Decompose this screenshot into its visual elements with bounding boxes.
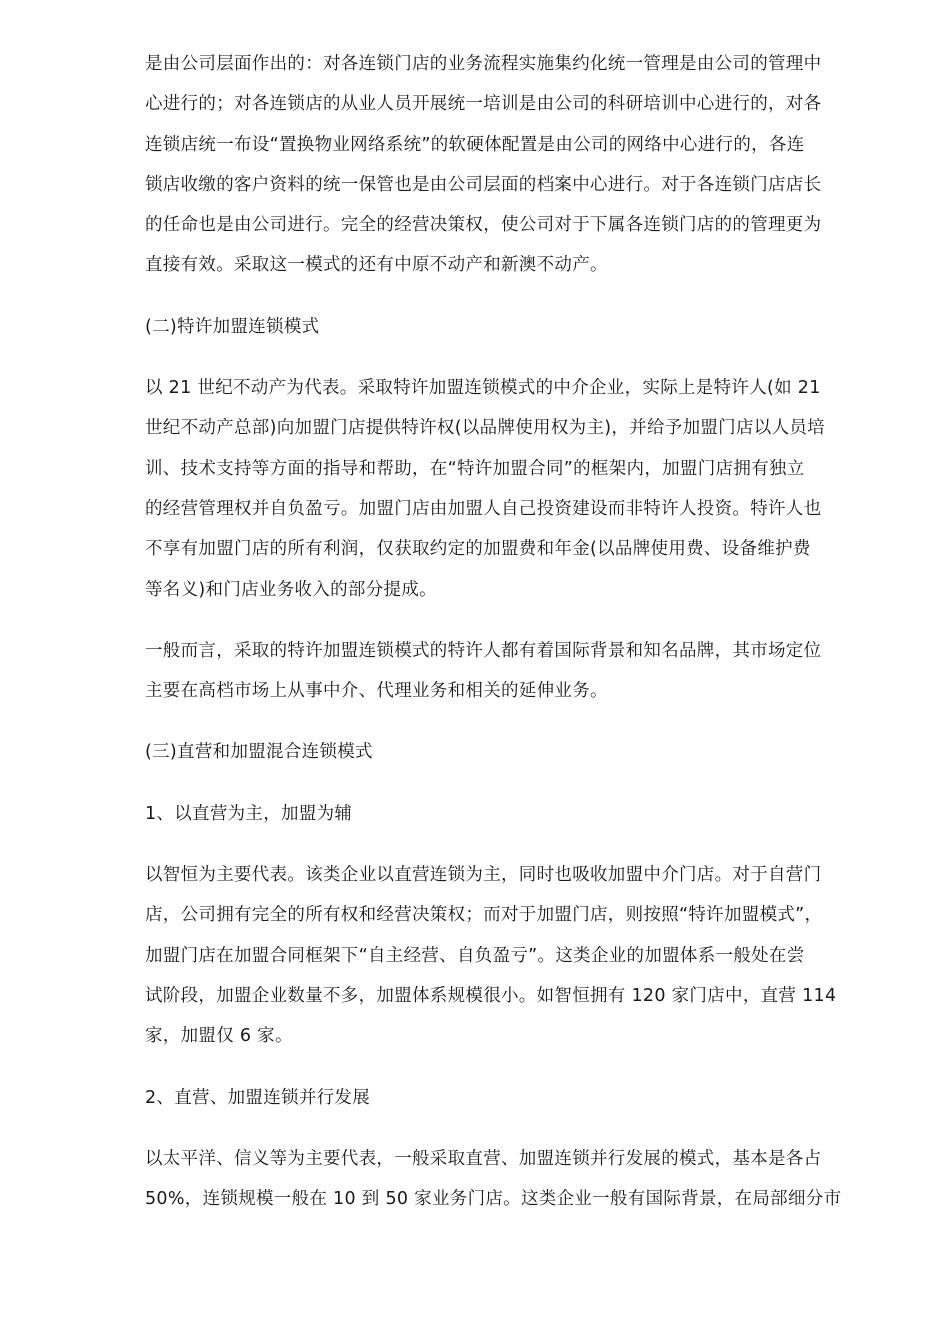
document-page xyxy=(145,44,877,1219)
text-line: 心进行的；对各连锁店的从业人员开展统一培训是由公司的科研培训中心进行的，对各 xyxy=(145,94,822,115)
paragraph-franchise xyxy=(145,368,877,610)
text-line: 直接有效。采取这一模式的还有中原不动产和新澳不动产。 xyxy=(145,255,608,276)
text-line: 家，加盟仅 6 家。 xyxy=(145,1026,293,1047)
heading-text: (二)特许加盟连锁模式 xyxy=(145,316,320,337)
subheading-direct-primary xyxy=(145,794,877,834)
text-line: 训、技术支持等方面的指导和帮助，在“特许加盟合同”的框架内，加盟门店拥有独立 xyxy=(145,458,805,479)
paragraph-franchise-positioning xyxy=(145,631,877,712)
paragraph-pacific xyxy=(145,1139,877,1220)
text-line: 加盟门店在加盟合同框架下“自主经营、自负盈亏”。这类企业的加盟体系一般处在尝 xyxy=(145,945,805,966)
text-line: 世纪不动产总部)向加盟门店提供特许权(以品牌使用权为主)，并给予加盟门店以人员培 xyxy=(145,418,825,439)
text-line: 锁店收缴的客户资料的统一保管也是由公司层面的档案中心进行。对于各连锁门店店长 xyxy=(145,174,822,195)
text-line: 主要在高档市场上从事中介、代理业务和相关的延伸业务。 xyxy=(145,681,608,702)
text-line: 50%，连锁规模一般在 10 到 50 家业务门店。这类企业一般有国际背景，在局部细分市 xyxy=(145,1189,842,1210)
text-line: 是由公司层面作出的：对各连锁门店的业务流程实施集约化统一管理是由公司的管理中 xyxy=(145,54,822,74)
text-line: 连锁店统一布设“置换物业网络系统”的软硬体配置是由公司的网络中心进行的，各连 xyxy=(145,134,805,155)
text-line: 以太平洋、信义等为主要代表，一般采取直营、加盟连锁并行发展的模式，基本是各占 xyxy=(145,1148,822,1169)
heading-text: 1、以直营为主，加盟为辅 xyxy=(145,803,353,824)
text-line: 试阶段，加盟企业数量不多，加盟体系规模很小。如智恒拥有 120 家门店中，直营 114 xyxy=(145,985,837,1006)
subheading-parallel xyxy=(145,1078,877,1118)
section-heading-mixed xyxy=(145,732,877,772)
text-line: 店，公司拥有完全的所有权和经营决策权；而对于加盟门店，则按照“特许加盟模式”， xyxy=(145,905,823,926)
heading-text: 2、直营、加盟连锁并行发展 xyxy=(145,1087,371,1108)
heading-text: (三)直营和加盟混合连锁模式 xyxy=(145,742,373,763)
text-line: 等名义)和门店业务收入的部分提成。 xyxy=(145,579,437,600)
paragraph-direct-management xyxy=(145,44,877,286)
text-line: 以智恒为主要代表。该类企业以直营连锁为主，同时也吸收加盟中介门店。对于自营门 xyxy=(145,865,822,886)
text-line: 一般而言，采取的特许加盟连锁模式的特许人都有着国际背景和知名品牌，其市场定位 xyxy=(145,640,822,661)
text-line: 不享有加盟门店的所有利润，仅获取约定的加盟费和年金(以品牌使用费、设备维护费 xyxy=(145,539,811,560)
paragraph-zhiheng xyxy=(145,855,877,1056)
section-heading-franchise xyxy=(145,307,877,347)
text-line: 的经营管理权并自负盈亏。加盟门店由加盟人自己投资建设而非特许人投资。特许人也 xyxy=(145,498,822,519)
text-line: 以 21 世纪不动产为代表。采取特许加盟连锁模式的中介企业，实际上是特许人(如 21 xyxy=(145,378,821,399)
text-line: 的任命也是由公司进行。完全的经营决策权，使公司对于下属各连锁门店的的管理更为 xyxy=(145,215,822,236)
